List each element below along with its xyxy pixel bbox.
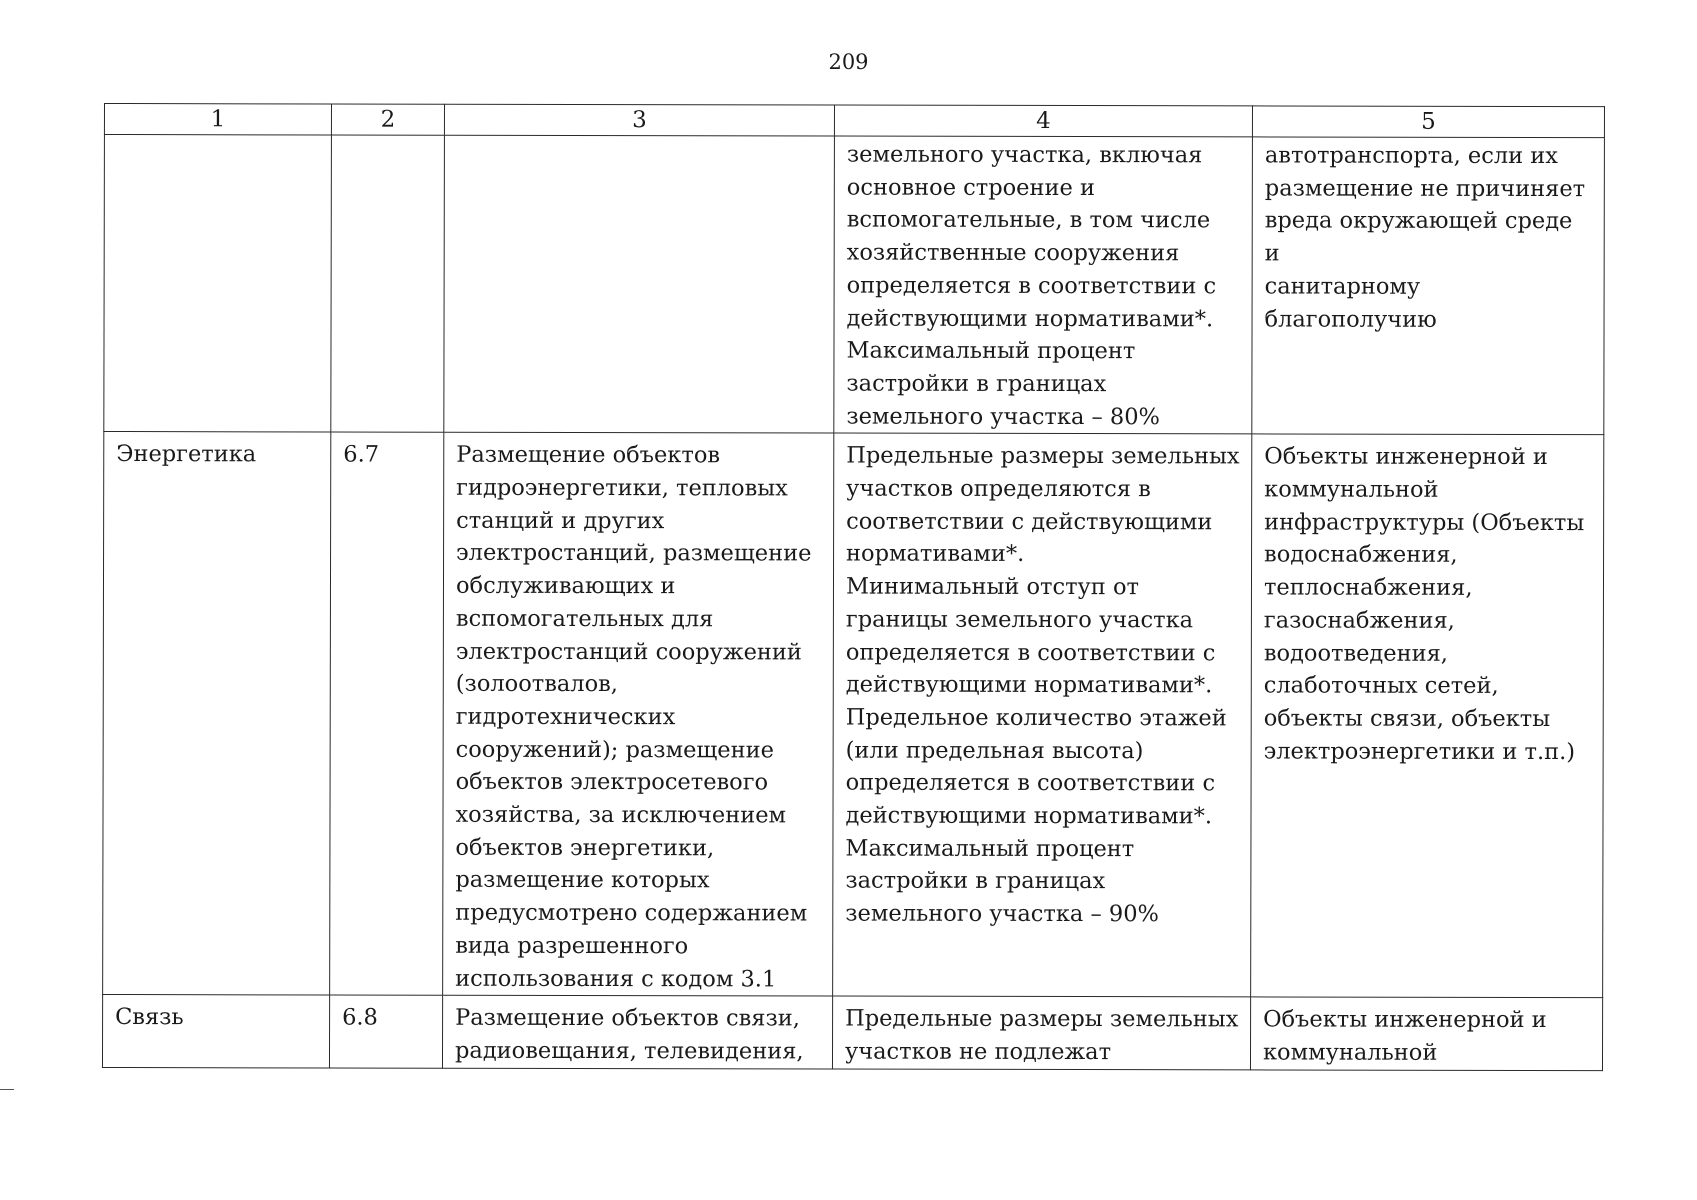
column-header-4: 4	[834, 105, 1252, 137]
cell-code: 6.7	[330, 432, 444, 995]
cell-use-name	[104, 135, 332, 433]
page-number: 209	[828, 50, 869, 74]
column-header-3: 3	[444, 104, 834, 136]
cell-parameters: Предельные размеры земельных участков не подлежат	[832, 996, 1250, 1069]
table-header-row	[104, 104, 1604, 138]
cell-description	[444, 135, 835, 433]
cell-description: Размещение объектов гидроэнергетики, тепловых станций и других электростанций, размещение обслуживающих и вспомогательных для электростанций сооружений (золоотвалов, гидротехнических сооружений); размещение объектов электросетевого хозяйства, за исключением объектов энергетики, размещение которых предусмотрено содержанием вида разрешенного использования с кодом 3.1	[443, 433, 834, 997]
margin-mark	[0, 1089, 14, 1090]
column-header-1: 1	[104, 104, 331, 135]
zoning-table	[102, 103, 1605, 1071]
column-header-5: 5	[1252, 106, 1604, 138]
cell-code: 6.8	[329, 995, 442, 1068]
cell-auxiliary-uses: Объекты инженерной и коммунальной инфраструктуры (Объекты водоснабжения, теплоснабжения, газоснабжения, водоотведения, слаботочных сетей, объекты связи, объекты электроэнергетики и т.п.)	[1251, 434, 1604, 998]
table-row-svyaz	[102, 995, 1602, 1071]
cell-parameters: земельного участка, включая основное строение и вспомогательные, в том числе хозяйственные сооружения определяется в соответствии с действующими нормативами*. Максимальный процент застройки в границах земельного участка – 80%	[834, 136, 1253, 434]
column-header-2: 2	[331, 104, 444, 135]
table-row-energetika	[103, 432, 1604, 998]
cell-auxiliary-uses: Объекты инженерной и коммунальной	[1250, 997, 1602, 1070]
cell-parameters: Предельные размеры земельных участков определяются в соответствии с действующими нормативами*. Минимальный отступ от границы земельного участка определяется в соответствии с действующими нормативами*. Предельное количество этажей (или предельная высота) определяется в соответствии с действующими нормативами*. Максимальный процент застройки в границах земельного участка – 90%	[833, 433, 1252, 997]
cell-description: Размещение объектов связи, радиовещания, телевидения,	[442, 995, 832, 1068]
cell-use-name: Связь	[102, 995, 329, 1068]
cell-use-name: Энергетика	[103, 432, 331, 995]
cell-auxiliary-uses: автотранспорта, если их размещение не причиняет вреда окружающей среде и санитарному благополучию	[1252, 137, 1605, 435]
table-row-continuation	[104, 135, 1605, 435]
cell-code	[331, 135, 445, 433]
